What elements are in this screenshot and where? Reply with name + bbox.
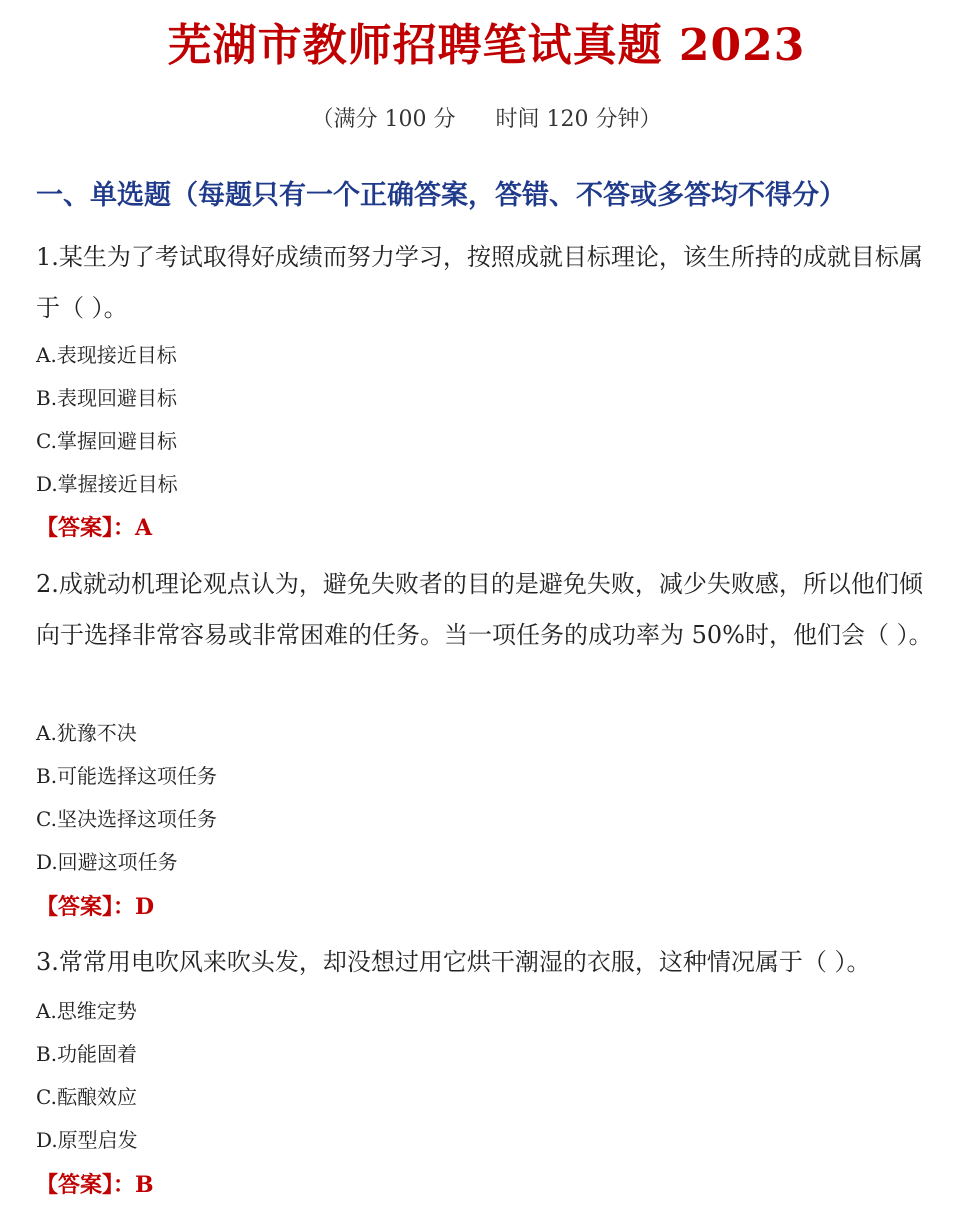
question-1-option-d: D.掌握接近目标 [36, 472, 178, 496]
question-3-option-b: B.功能固着 [36, 1042, 138, 1066]
question-3-option-d: D.原型启发 [36, 1128, 138, 1152]
question-1-option-b: B.表现回避目标 [36, 386, 178, 410]
document-title: 芜湖市教师招聘笔试真题 2023 [167, 20, 806, 71]
question-3-answer: 【答案】：B [36, 1172, 154, 1198]
question-1-stem: 1.某生为了考试取得好成绩而努力学习，按照成就目标理论，该生所持的成就目标属于（ ）。 [36, 243, 923, 322]
exam-info [0, 104, 973, 136]
question-3-stem: 3.常常用电吹风来吹头发，却没想过用它烘干潮湿的衣服，这种情况属于（ ）。 [36, 948, 871, 976]
question-1-answer: 【答案】：A [36, 515, 153, 541]
question-2-option-c: C.坚决选择这项任务 [36, 807, 217, 831]
question-1-option-c: C.掌握回避目标 [36, 429, 177, 453]
question-2-option-b: B.可能选择这项任务 [36, 764, 218, 788]
question-2-stem: 2.成就动机理论观点认为，避免失败者的目的是避免失败，减少失败感，所以他们倾向于选择非常容易或非常困难的任务。当一项任务的成功率为 50%时，他们会（ ）。 [36, 570, 933, 649]
exam-time-info: 时间 120 分钟） [495, 107, 662, 132]
exam-score-info: （满分 100 分 [311, 107, 456, 132]
question-3-option-a: A.思维定势 [36, 999, 137, 1023]
question-1-option-a: A.表现接近目标 [36, 343, 177, 367]
question-3-option-c: C.酝酿效应 [36, 1085, 137, 1109]
question-2-option-d: D.回避这项任务 [36, 850, 178, 874]
question-2-option-a: A.犹豫不决 [36, 721, 137, 745]
question-2-answer: 【答案】：D [36, 894, 155, 920]
section-heading: 一、单选题（每题只有一个正确答案，答错、不答或多答均不得分） [36, 180, 846, 211]
